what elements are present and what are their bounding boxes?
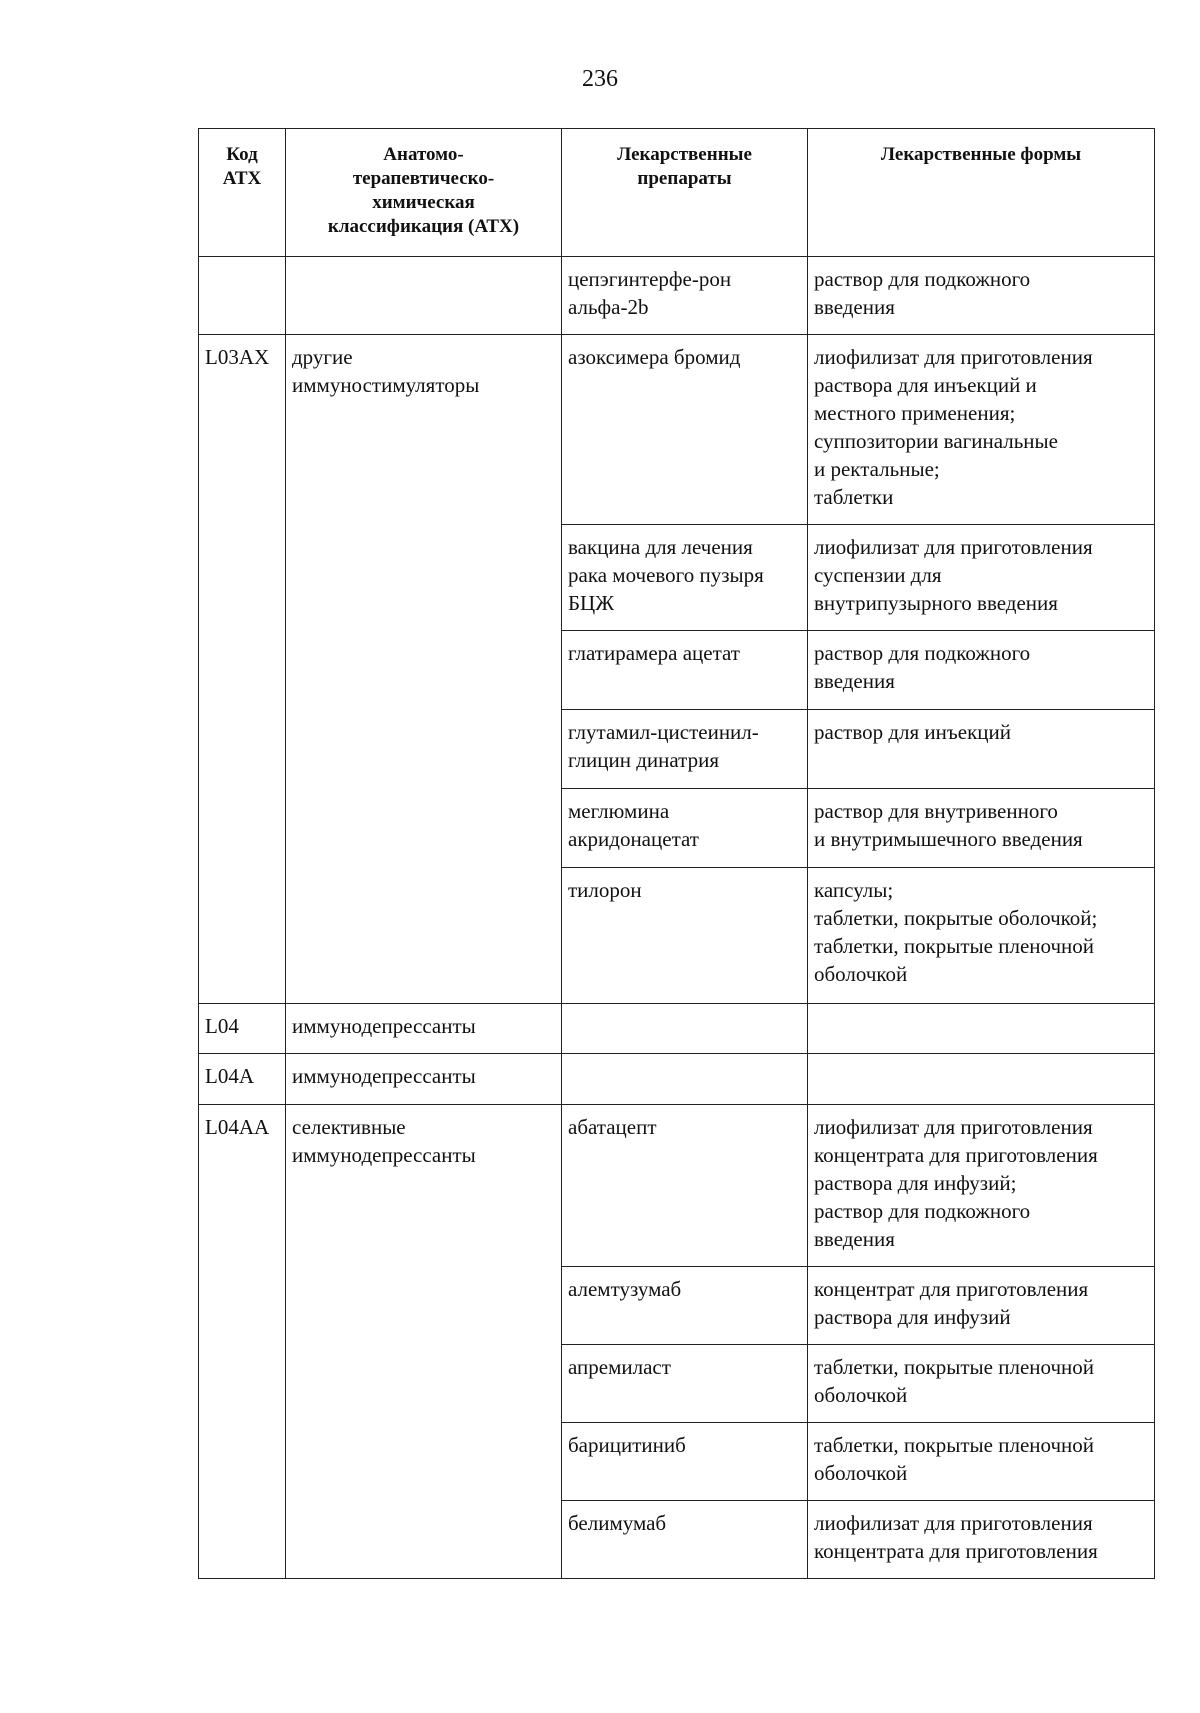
drug-form: раствор для внутривенного и внутримышечного введения	[808, 789, 1155, 868]
drug-name	[562, 1004, 808, 1054]
drug-form: лиофилизат для приготовления раствора для инъекций и местного применения; суппозитории вагинальные и ректальные; таблетки	[808, 335, 1155, 525]
drug-form: капсулы; таблетки, покрытые оболочкой; таблетки, покрытые пленочной оболочкой	[808, 868, 1155, 1004]
drug-name: азоксимера бромид	[562, 335, 808, 525]
header-forms: Лекарственные формы	[808, 129, 1155, 257]
atx-code: L04A	[199, 1054, 286, 1105]
table-row	[199, 257, 1155, 335]
drug-form: раствор для подкожного введения	[808, 257, 1155, 335]
table-row	[199, 335, 1155, 525]
atx-code: L03AX	[199, 335, 286, 1004]
drug-name: барицитиниб	[562, 1423, 808, 1501]
drug-form: лиофилизат для приготовления концентрата для приготовления раствора для инфузий; раствор для подкожного введения	[808, 1105, 1155, 1267]
header-drugs: Лекарственные препараты	[562, 129, 808, 257]
drug-form	[808, 1054, 1155, 1105]
drug-name: цепэгинтерфе-рон альфа-2b	[562, 257, 808, 335]
drug-form: раствор для подкожного введения	[808, 631, 1155, 710]
drug-name: глутамил-цистеинил- глицин динатрия	[562, 710, 808, 789]
atx-classification: селективные иммунодепрессанты	[286, 1105, 562, 1579]
atx-classification	[286, 257, 562, 335]
drug-form: лиофилизат для приготовления суспензии для внутрипузырного введения	[808, 525, 1155, 631]
table-row	[199, 1105, 1155, 1267]
atx-table	[198, 128, 1155, 1579]
atx-code	[199, 257, 286, 335]
atx-code: L04AA	[199, 1105, 286, 1579]
drug-name: вакцина для лечения рака мочевого пузыря БЦЖ	[562, 525, 808, 631]
drug-name: глатирамера ацетат	[562, 631, 808, 710]
table-row	[199, 1054, 1155, 1105]
drug-name: тилорон	[562, 868, 808, 1004]
drug-form	[808, 1004, 1155, 1054]
table-row	[199, 1004, 1155, 1054]
atx-classification: иммунодепрессанты	[286, 1054, 562, 1105]
drug-name: апремиласт	[562, 1345, 808, 1423]
drug-name	[562, 1054, 808, 1105]
drug-name: абатацепт	[562, 1105, 808, 1267]
drug-name: меглюмина акридонацетат	[562, 789, 808, 868]
drug-name: белимумаб	[562, 1501, 808, 1579]
drug-form: концентрат для приготовления раствора для инфузий	[808, 1267, 1155, 1345]
atx-classification: иммунодепрессанты	[286, 1004, 562, 1054]
header-code: Код АТХ	[199, 129, 286, 257]
drug-form: таблетки, покрытые пленочной оболочкой	[808, 1345, 1155, 1423]
table-header-row	[199, 129, 1155, 257]
drug-name: алемтузумаб	[562, 1267, 808, 1345]
atx-code: L04	[199, 1004, 286, 1054]
drug-form: таблетки, покрытые пленочной оболочкой	[808, 1423, 1155, 1501]
drug-form: лиофилизат для приготовления концентрата для приготовления	[808, 1501, 1155, 1579]
header-classification: Анатомо- терапевтическо- химическая классификация (АТХ)	[286, 129, 562, 257]
atx-classification: другие иммуностимуляторы	[286, 335, 562, 1004]
drug-form: раствор для инъекций	[808, 710, 1155, 789]
page-number: 236	[582, 66, 618, 92]
